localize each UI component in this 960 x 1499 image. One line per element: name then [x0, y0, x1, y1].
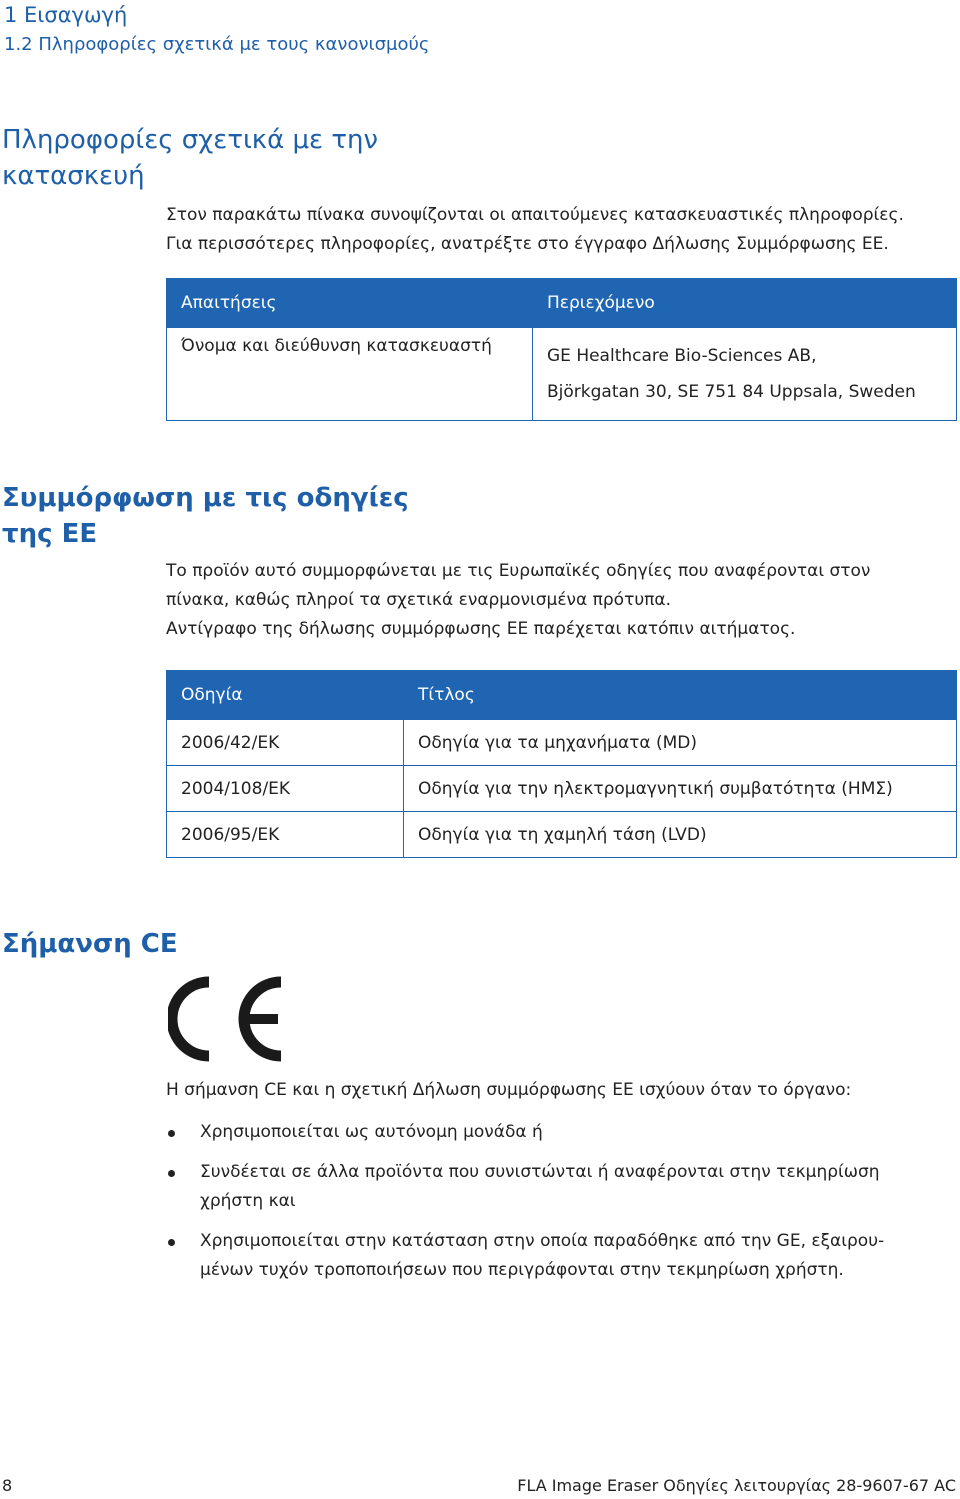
- list-item-line: Χρησιμοποιείται ως αυτόνομη μονάδα ή: [200, 1122, 543, 1142]
- list-item: [166, 1158, 956, 1216]
- chapter-header: 1 Εισαγωγή: [4, 3, 128, 27]
- bullet-icon: [168, 1130, 175, 1137]
- eu-compliance-heading: Συμμόρφωση με τις οδηγίες της ΕΕ: [2, 483, 409, 549]
- ce-conditions-list: [166, 1118, 956, 1296]
- table-row: [167, 720, 957, 766]
- column-header-content: Περιεχόμενο: [533, 279, 957, 328]
- directive-cell: 2006/95/ΕΚ: [167, 812, 404, 858]
- title-cell: Οδηγία για τα μηχανήματα (MD): [404, 720, 957, 766]
- content-line: Björkgatan 30, SE 751 84 Uppsala, Sweden: [547, 382, 916, 402]
- manufacturing-intro: [166, 201, 956, 259]
- list-item-line: μένων τυχόν τροποποιήσεων που περιγράφονται στην τεκμηρίωση χρήστη.: [200, 1260, 844, 1280]
- list-item: [166, 1118, 956, 1147]
- title-cell: Οδηγία για τη χαμηλή τάση (LVD): [404, 812, 957, 858]
- paragraph-line: Αντίγραφο της δήλωσης συμμόρφωσης ΕΕ παρέχεται κατόπιν αιτήματος.: [166, 619, 796, 639]
- directives-table: [166, 670, 957, 858]
- content-cell: [533, 328, 957, 421]
- table-header-row: [167, 279, 957, 328]
- manufacturing-heading: Πληροφορίες σχετικά με την κατασκευή: [2, 125, 379, 191]
- column-header-requirements: Απαιτήσεις: [167, 279, 533, 328]
- eu-compliance-paragraph: [166, 557, 956, 644]
- table-header-row: [167, 671, 957, 720]
- ce-marking-intro: Η σήμανση CE και η σχετική Δήλωση συμμόρφωσης ΕΕ ισχύουν όταν το όργανο:: [166, 1080, 852, 1100]
- directive-cell: 2004/108/ΕΚ: [167, 766, 404, 812]
- manufacturer-table: [166, 278, 957, 421]
- section-header: 1.2 Πληροφορίες σχετικά με τους κανονισμούς: [4, 34, 430, 55]
- ce-mark-logo: [168, 974, 288, 1064]
- list-item-line: χρήστη και: [200, 1191, 296, 1211]
- list-item: [166, 1227, 956, 1285]
- content-line: GE Healthcare Bio-Sciences AB,: [547, 346, 817, 366]
- paragraph-line: Το προϊόν αυτό συμμορφώνεται με τις Ευρωπαϊκές οδηγίες που αναφέρονται στον: [166, 561, 871, 581]
- paragraph-line: πίνακα, καθώς πληροί τα σχετικά εναρμονισμένα πρότυπα.: [166, 590, 672, 610]
- requirement-cell: Όνομα και διεύθυνση κατασκευαστή: [167, 328, 533, 421]
- column-header-directive: Οδηγία: [167, 671, 404, 720]
- document-title: FLA Image Eraser Οδηγίες λειτουργίας 28-9607-67 AC: [517, 1476, 956, 1495]
- bullet-icon: [168, 1239, 175, 1246]
- column-header-title: Τίτλος: [404, 671, 957, 720]
- intro-line: Στον παρακάτω πίνακα συνοψίζονται οι απαιτούμενες κατασκευαστικές πληροφορίες.: [166, 205, 904, 225]
- intro-line: Για περισσότερες πληροφορίες, ανατρέξτε στο έγγραφο Δήλωσης Συμμόρφωσης ΕΕ.: [166, 234, 889, 254]
- bullet-icon: [168, 1170, 175, 1177]
- ce-marking-heading: Σήμανση CE: [2, 929, 178, 959]
- table-row: [167, 328, 957, 421]
- table-row: [167, 812, 957, 858]
- title-cell: Οδηγία για την ηλεκτρομαγνητική συμβατότητα (ΗΜΣ): [404, 766, 957, 812]
- list-item-line: Χρησιμοποιείται στην κατάσταση στην οποία παραδόθηκε από την GE, εξαιρου-: [200, 1231, 885, 1251]
- table-row: [167, 766, 957, 812]
- list-item-line: Συνδέεται σε άλλα προϊόντα που συνιστώνται ή αναφέρονται στην τεκμηρίωση: [200, 1162, 880, 1182]
- page-number: 8: [2, 1476, 13, 1495]
- directive-cell: 2006/42/ΕΚ: [167, 720, 404, 766]
